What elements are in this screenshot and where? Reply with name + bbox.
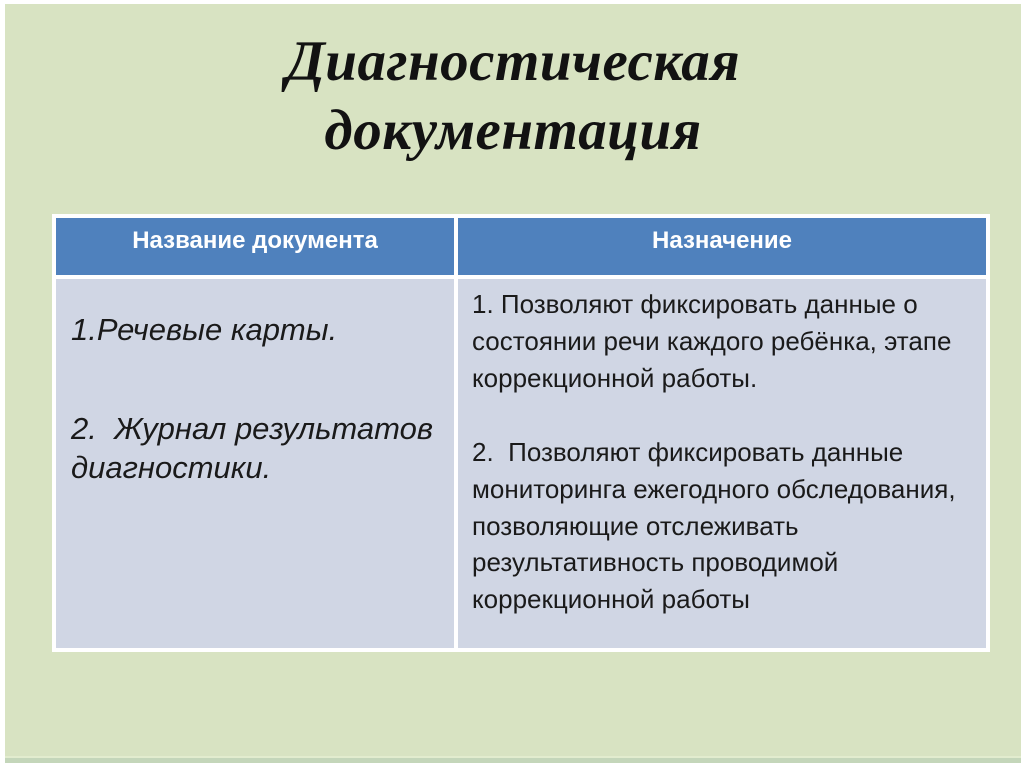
slide-background: [5, 4, 1021, 763]
slide-title-line-1: Диагностическая: [285, 30, 741, 93]
slide-title: [5, 28, 1021, 166]
purpose-item-2: 2. Позволяют фиксировать данные мониторинга ежегодного обследования, позволяющие отслеживать результативность проводимой коррекционной работы: [472, 436, 963, 615]
slide-bottom-edge-strip: [5, 756, 1021, 763]
purpose-item-1: 1. Позволяют фиксировать данные о состоянии речи каждого ребёнка, этапе коррекционной работы.: [472, 289, 959, 393]
table-header-document-name-label: Название документа: [132, 227, 378, 254]
table-header-document-name: [56, 218, 454, 275]
slide-title-line-2: документация: [324, 98, 702, 162]
table-cell-document-name: [56, 279, 454, 648]
document-name-item-2: 2. Журнал результатов диагностики.: [71, 410, 442, 485]
diagnostic-documents-table: [52, 214, 990, 652]
table-cell-purpose: [458, 279, 986, 648]
document-name-item-1: 1.Речевые карты.: [71, 312, 338, 347]
table-header-purpose: [458, 218, 986, 275]
table-header-purpose-label: Назначение: [651, 227, 793, 254]
